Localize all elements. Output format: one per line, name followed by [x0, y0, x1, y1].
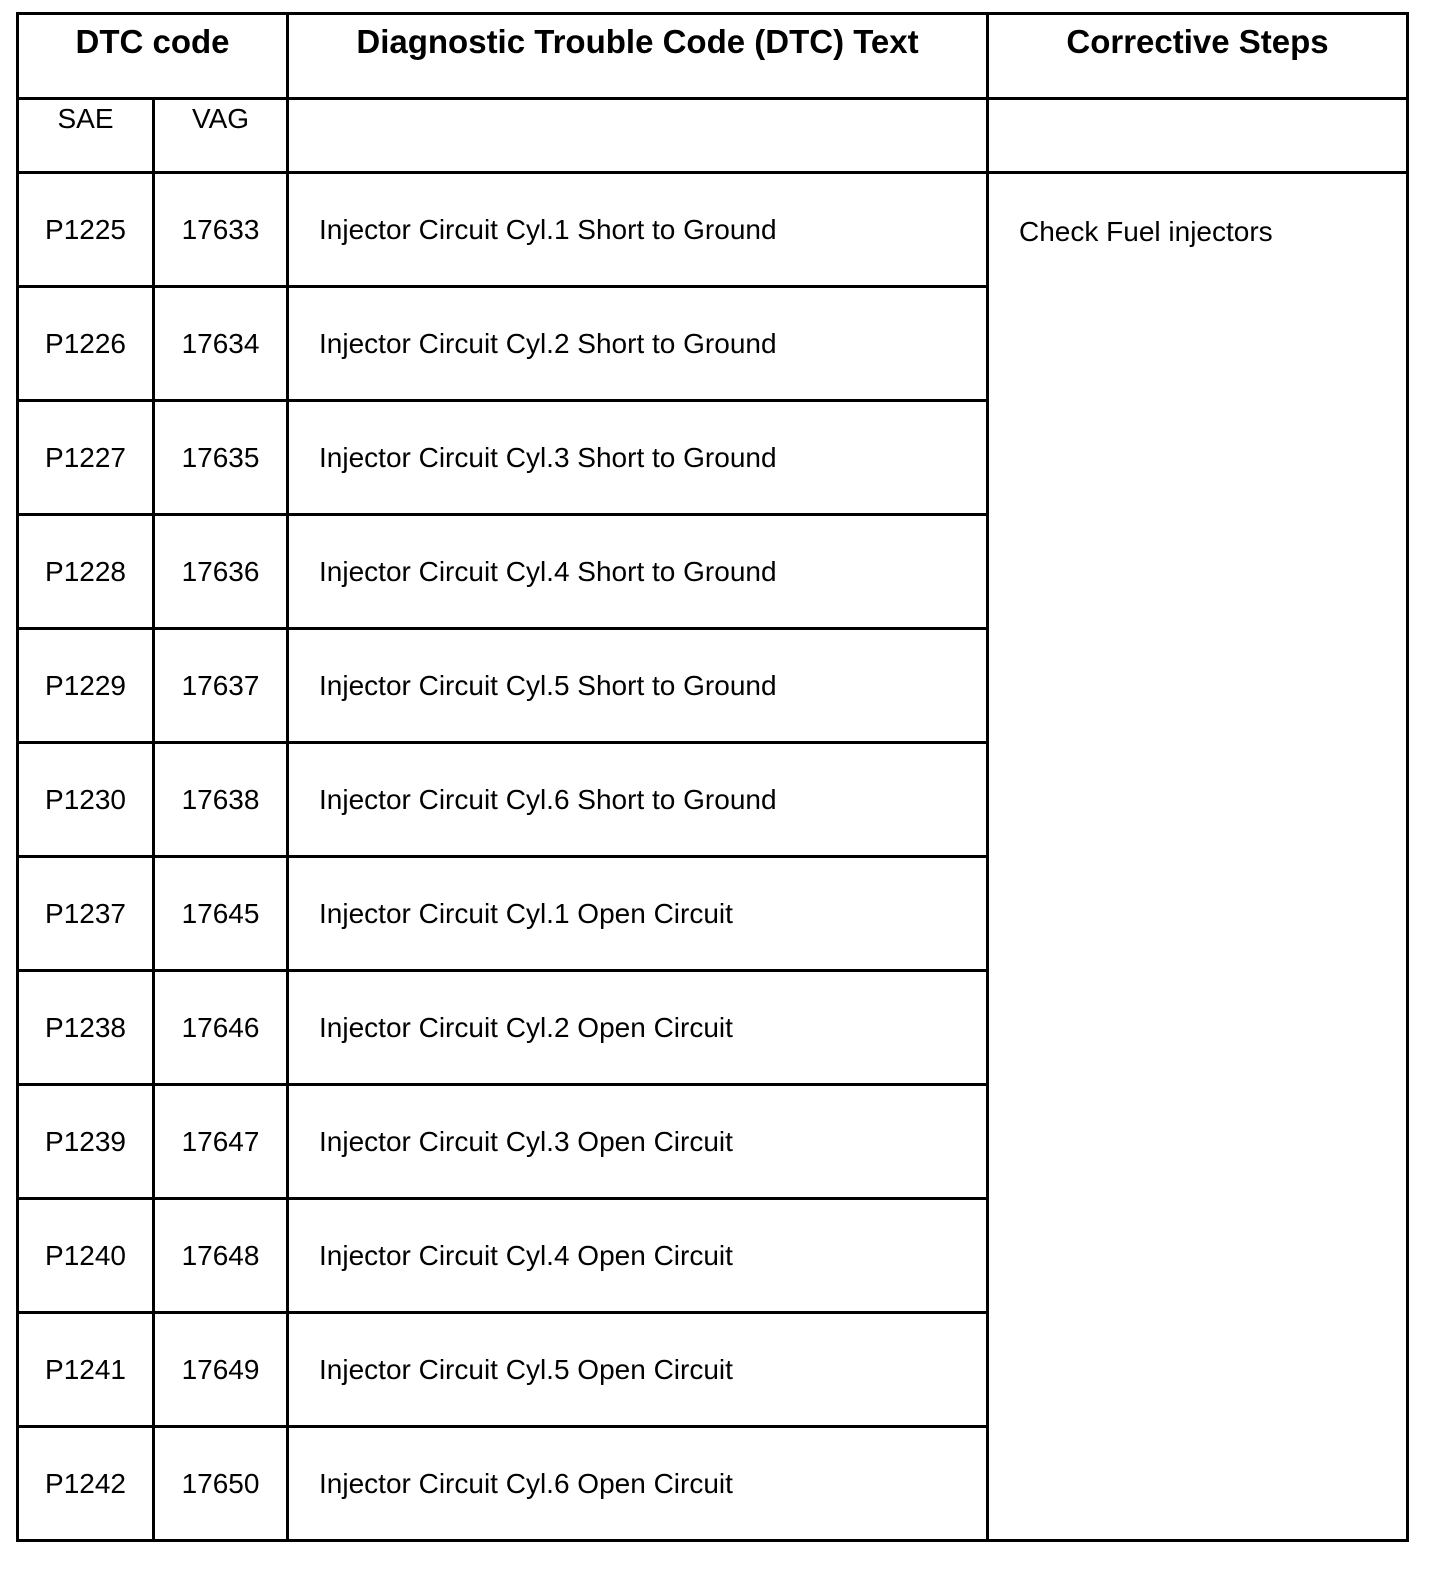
dtc-text-cell: Injector Circuit Cyl.4 Short to Ground — [288, 515, 988, 629]
sae-code-cell: P1229 — [18, 629, 154, 743]
sae-code-cell: P1240 — [18, 1199, 154, 1313]
dtc-text-cell: Injector Circuit Cyl.2 Short to Ground — [288, 287, 988, 401]
sae-code-cell: P1239 — [18, 1085, 154, 1199]
vag-code-cell: 17648 — [154, 1199, 288, 1313]
dtc-text-cell: Injector Circuit Cyl.1 Open Circuit — [288, 857, 988, 971]
sae-code-cell: P1230 — [18, 743, 154, 857]
vag-code-cell: 17636 — [154, 515, 288, 629]
dtc-table — [16, 12, 1409, 1542]
vag-code-cell: 17646 — [154, 971, 288, 1085]
subheader-row — [18, 99, 1408, 173]
dtc-text-cell: Injector Circuit Cyl.3 Short to Ground — [288, 401, 988, 515]
sae-code-cell: P1241 — [18, 1313, 154, 1427]
table-row — [18, 173, 1408, 287]
vag-code-cell: 17637 — [154, 629, 288, 743]
dtc-text-header: Diagnostic Trouble Code (DTC) Text — [288, 14, 988, 99]
sae-code-cell: P1227 — [18, 401, 154, 515]
dtc-text-cell: Injector Circuit Cyl.4 Open Circuit — [288, 1199, 988, 1313]
sae-code-cell: P1237 — [18, 857, 154, 971]
sae-code-cell: P1226 — [18, 287, 154, 401]
dtc-text-cell: Injector Circuit Cyl.1 Short to Ground — [288, 173, 988, 287]
sae-code-cell: P1228 — [18, 515, 154, 629]
sae-header: SAE — [18, 99, 154, 173]
vag-code-cell: 17649 — [154, 1313, 288, 1427]
corrective-steps-header: Corrective Steps — [988, 14, 1408, 99]
corrective-steps-cell: Check Fuel injectors — [988, 173, 1408, 1541]
dtc-table-body — [18, 173, 1408, 1541]
sae-code-cell: P1242 — [18, 1427, 154, 1541]
vag-code-cell: 17635 — [154, 401, 288, 515]
sae-code-cell: P1238 — [18, 971, 154, 1085]
dtc-code-header: DTC code — [18, 14, 288, 99]
dtc-text-subheader-empty — [288, 99, 988, 173]
vag-code-cell: 17647 — [154, 1085, 288, 1199]
dtc-text-cell: Injector Circuit Cyl.6 Open Circuit — [288, 1427, 988, 1541]
vag-code-cell: 17650 — [154, 1427, 288, 1541]
dtc-text-cell: Injector Circuit Cyl.5 Open Circuit — [288, 1313, 988, 1427]
corrective-steps-subheader-empty — [988, 99, 1408, 173]
vag-code-cell: 17634 — [154, 287, 288, 401]
vag-code-cell: 17633 — [154, 173, 288, 287]
vag-code-cell: 17638 — [154, 743, 288, 857]
vag-header: VAG — [154, 99, 288, 173]
dtc-text-cell: Injector Circuit Cyl.2 Open Circuit — [288, 971, 988, 1085]
dtc-text-cell: Injector Circuit Cyl.5 Short to Ground — [288, 629, 988, 743]
dtc-text-cell: Injector Circuit Cyl.3 Open Circuit — [288, 1085, 988, 1199]
header-row — [18, 14, 1408, 99]
vag-code-cell: 17645 — [154, 857, 288, 971]
sae-code-cell: P1225 — [18, 173, 154, 287]
dtc-text-cell: Injector Circuit Cyl.6 Short to Ground — [288, 743, 988, 857]
